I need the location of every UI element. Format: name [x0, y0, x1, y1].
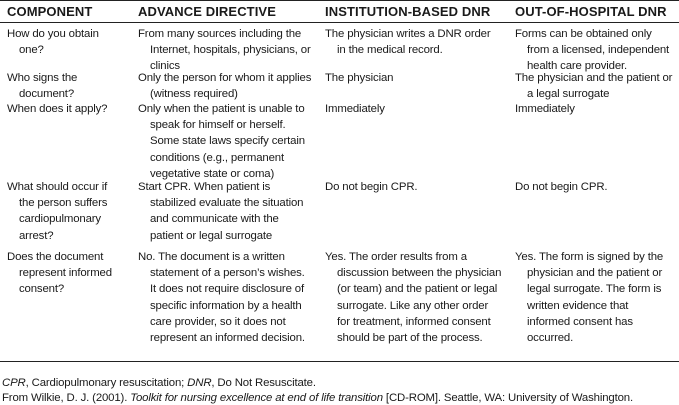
table-row: [0, 248, 679, 361]
abbr-dnr: DNR: [187, 377, 212, 389]
out-of-hospital-dnr-cell: The physician and the patient or a legal surrogate: [515, 72, 673, 101]
table-row: [0, 23, 679, 73]
out-of-hospital-dnr-cell: Yes. The form is signed by the physician and the patient or legal surrogate. The form is written evidence that informed consent has occurred.: [515, 251, 664, 345]
out-of-hospital-dnr-cell: Forms can be obtained only from a licensed, independent health care provider.: [515, 28, 670, 73]
institution-dnr-cell: Immediately: [325, 103, 385, 115]
header-advance-directive: ADVANCE DIRECTIVE: [138, 4, 276, 19]
citation-title: Toolkit for nursing excellence at end of life transition: [130, 392, 383, 404]
row-component: Does the document represent informed consent?: [7, 251, 112, 296]
citation-prefix: From Wilkie, D. J. (2001).: [2, 392, 131, 404]
out-of-hospital-dnr-cell: Immediately: [515, 103, 575, 115]
institution-dnr-cell: Yes. The order results from a discussion between the physician (or team) and the patient or legal surrogate. Like any other order for treatment, informed consent should be part of the process.: [325, 251, 502, 345]
row-component: What should occur if the person suffers cardiopulmonary arrest?: [7, 181, 108, 242]
citation-suffix: [CD-ROM]. Seattle, WA: University of Washington.: [382, 392, 633, 404]
out-of-hospital-dnr-cell: Do not begin CPR.: [515, 181, 608, 193]
advance-directive-cell: No. The document is a written statement of a person’s wishes. It does not require disclosure of specific information by a health care provider, so it does not represent an informed decision.: [138, 251, 305, 345]
advance-directive-cell: Start CPR. When patient is stabilized evaluate the situation and communicate with the patient or legal surrogate: [138, 181, 304, 242]
abbr-cpr-definition: , Cardiopulmonary resuscitation;: [25, 377, 188, 389]
abbreviations-footnote: [2, 376, 316, 390]
header-out-of-hospital-dnr: OUT-OF-HOSPITAL DNR: [515, 4, 667, 19]
table-row: [0, 101, 679, 180]
abbr-dnr-definition: , Do Not Resuscitate.: [211, 377, 316, 389]
table-row: [0, 69, 679, 101]
row-component: Who signs the document?: [7, 72, 78, 101]
advance-directive-cell: From many sources including the Internet, hospitals, physicians, or clinics: [138, 28, 311, 73]
table-row: [0, 176, 679, 248]
row-component: How do you obtain one?: [7, 28, 99, 57]
advance-directive-cell: Only when the patient is unable to speak for himself or herself. Some state laws specify certain conditions (e.g., permanent vegetative state or coma): [138, 103, 305, 180]
advance-directive-cell: Only the person for whom it applies (witness required): [138, 72, 312, 101]
table-header-row: [0, 1, 679, 23]
institution-dnr-cell: The physician: [325, 72, 394, 84]
row-component: When does it apply?: [7, 103, 108, 115]
header-institution-dnr: INSTITUTION-BASED DNR: [325, 4, 491, 19]
header-component: COMPONENT: [7, 4, 93, 19]
institution-dnr-cell: The physician writes a DNR order in the medical record.: [325, 28, 491, 57]
abbr-cpr: CPR: [2, 377, 26, 389]
institution-dnr-cell: Do not begin CPR.: [325, 181, 418, 193]
